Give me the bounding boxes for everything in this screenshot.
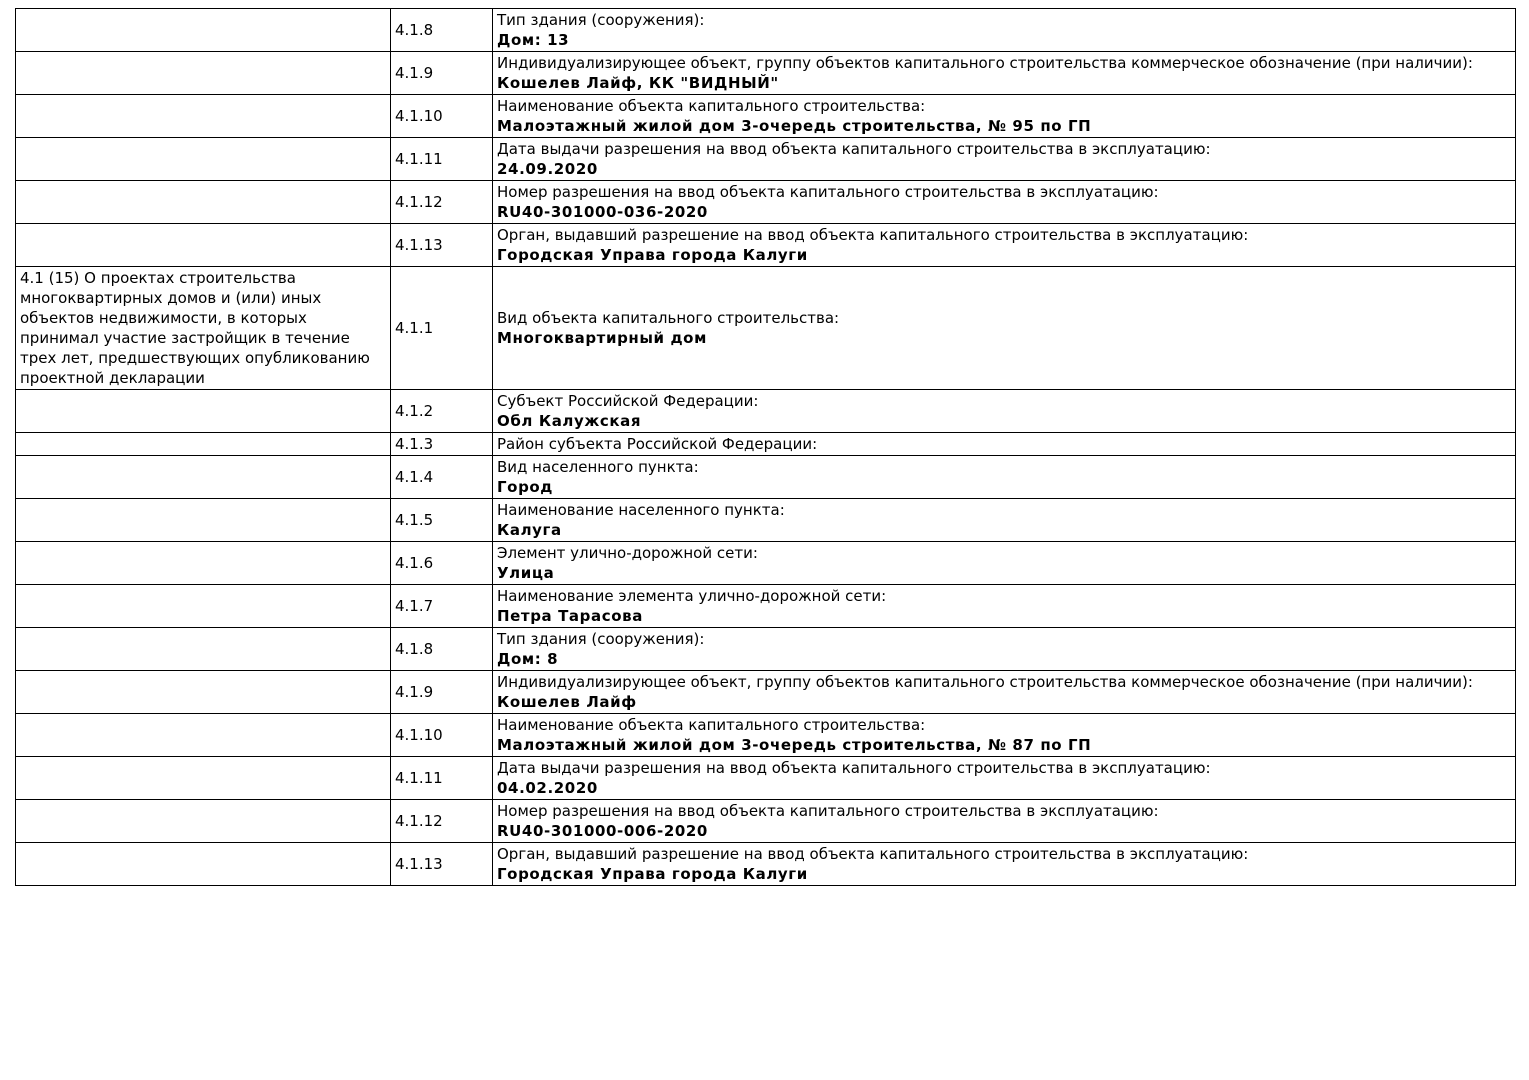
code-cell: 4.1.6 [391,542,493,585]
code-cell: 4.1.11 [391,138,493,181]
field-value: Петра Тарасова [497,607,643,625]
field-value: Городская Управа города Калуги [497,246,808,264]
field-value: Малоэтажный жилой дом 3-очередь строительства, № 87 по ГП [497,736,1092,754]
table-row [16,499,1516,542]
section-cell [16,714,391,757]
field-label: Номер разрешения на ввод объекта капитального строительства в эксплуатацию: [497,183,1159,201]
table-row [16,542,1516,585]
code-cell: 4.1.4 [391,456,493,499]
field-label: Индивидуализирующее объект, группу объектов капитального строительства коммерческое обозначение (при наличии): [497,673,1473,691]
code-cell: 4.1.8 [391,628,493,671]
content-cell [493,95,1516,138]
field-label: Элемент улично-дорожной сети: [497,544,758,562]
field-value: Город [497,478,554,496]
field-value: Кошелев Лайф [497,693,637,711]
code-cell: 4.1.9 [391,52,493,95]
field-label: Тип здания (сооружения): [497,630,705,648]
section-cell [16,843,391,886]
code-cell: 4.1.12 [391,800,493,843]
content-cell [493,52,1516,95]
table-row [16,181,1516,224]
table-row [16,52,1516,95]
field-value: Обл Калужская [497,412,642,430]
project-declaration-table [15,8,1516,886]
field-label: Наименование объекта капитального строительства: [497,97,926,115]
content-cell [493,456,1516,499]
content-cell [493,628,1516,671]
code-cell: 4.1.5 [391,499,493,542]
section-cell: 4.1 (15) О проектах строительства многоквартирных домов и (или) иных объектов недвижимости, в которых принимал участие застройщик в течение трех лет, предшествующих опубликованию проектной декларации [16,267,391,390]
field-value: Кошелев Лайф, КК "ВИДНЫЙ" [497,74,779,92]
field-label: Наименование элемента улично-дорожной сети: [497,587,887,605]
table-row [16,628,1516,671]
table-row [16,267,1516,390]
section-cell [16,757,391,800]
content-cell [493,800,1516,843]
table-row [16,138,1516,181]
field-label: Район субъекта Российской Федерации: [497,435,818,453]
code-cell: 4.1.7 [391,585,493,628]
content-cell [493,138,1516,181]
field-value: Дом: 8 [497,650,559,668]
field-label: Индивидуализирующее объект, группу объектов капитального строительства коммерческое обозначение (при наличии): [497,54,1473,72]
section-cell [16,628,391,671]
code-cell: 4.1.10 [391,714,493,757]
table-row [16,9,1516,52]
field-value: Калуга [497,521,562,539]
code-cell: 4.1.8 [391,9,493,52]
field-label: Вид объекта капитального строительства: [497,309,840,327]
section-cell [16,433,391,456]
table-row [16,800,1516,843]
code-cell: 4.1.13 [391,843,493,886]
field-value: Улица [497,564,555,582]
section-cell [16,671,391,714]
table-row [16,456,1516,499]
field-label: Субъект Российской Федерации: [497,392,759,410]
content-cell [493,714,1516,757]
code-cell: 4.1.1 [391,267,493,390]
section-cell [16,585,391,628]
table-row [16,843,1516,886]
table-row [16,224,1516,267]
field-label: Орган, выдавший разрешение на ввод объекта капитального строительства в эксплуатацию: [497,845,1249,863]
content-cell [493,499,1516,542]
content-cell [493,267,1516,390]
field-label: Тип здания (сооружения): [497,11,705,29]
field-value: RU40-301000-006-2020 [497,822,708,840]
content-cell [493,542,1516,585]
field-label: Дата выдачи разрешения на ввод объекта капитального строительства в эксплуатацию: [497,759,1211,777]
field-value: Малоэтажный жилой дом 3-очередь строительства, № 95 по ГП [497,117,1092,135]
section-cell [16,390,391,433]
code-cell: 4.1.2 [391,390,493,433]
table-row [16,95,1516,138]
section-cell [16,9,391,52]
content-cell [493,433,1516,456]
code-cell: 4.1.10 [391,95,493,138]
table-row [16,433,1516,456]
field-value: Городская Управа города Калуги [497,865,808,883]
code-cell: 4.1.11 [391,757,493,800]
section-cell [16,499,391,542]
table-row [16,390,1516,433]
section-cell [16,181,391,224]
field-value: RU40-301000-036-2020 [497,203,708,221]
field-label: Номер разрешения на ввод объекта капитального строительства в эксплуатацию: [497,802,1159,820]
section-cell [16,52,391,95]
section-cell [16,456,391,499]
field-value: 04.02.2020 [497,779,598,797]
section-cell [16,800,391,843]
content-cell [493,757,1516,800]
code-cell: 4.1.12 [391,181,493,224]
section-cell [16,95,391,138]
section-cell [16,138,391,181]
table-row [16,714,1516,757]
field-value: Дом: 13 [497,31,570,49]
code-cell: 4.1.13 [391,224,493,267]
table-row [16,585,1516,628]
field-label: Наименование населенного пункта: [497,501,785,519]
field-label: Вид населенного пункта: [497,458,699,476]
content-cell [493,843,1516,886]
content-cell [493,181,1516,224]
field-label: Наименование объекта капитального строительства: [497,716,926,734]
code-cell: 4.1.9 [391,671,493,714]
field-label: Дата выдачи разрешения на ввод объекта капитального строительства в эксплуатацию: [497,140,1211,158]
content-cell [493,671,1516,714]
section-cell [16,224,391,267]
section-cell [16,542,391,585]
content-cell [493,390,1516,433]
content-cell [493,224,1516,267]
field-value: 24.09.2020 [497,160,598,178]
table-row [16,757,1516,800]
field-value: Многоквартирный дом [497,329,707,347]
content-cell [493,585,1516,628]
field-label: Орган, выдавший разрешение на ввод объекта капитального строительства в эксплуатацию: [497,226,1249,244]
table-row [16,671,1516,714]
code-cell: 4.1.3 [391,433,493,456]
content-cell [493,9,1516,52]
